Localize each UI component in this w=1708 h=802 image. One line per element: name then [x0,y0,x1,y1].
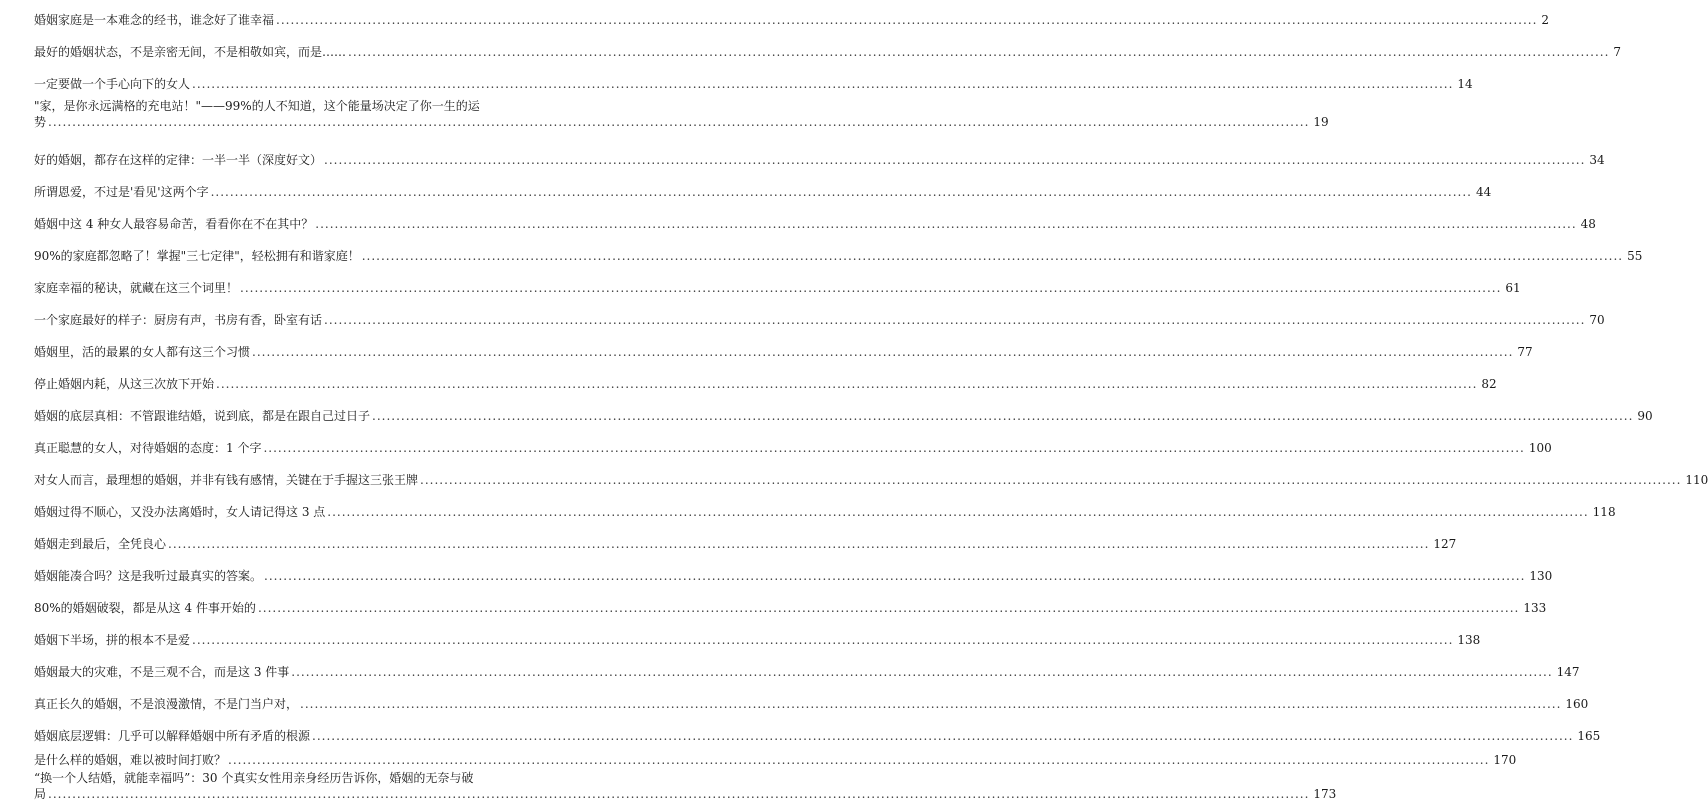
toc-entry-page-number: 165 [1577,729,1601,743]
dot-leader [420,472,1681,488]
toc-entry-page-number: 118 [1592,505,1616,519]
toc-entry-page-number: 70 [1589,313,1605,327]
toc-entry-line [34,536,1457,552]
toc-entry-title: 婚姻最大的灾难，不是三观不合，而是这 3 件事 [34,665,290,679]
dot-leader [264,568,1525,584]
toc-entry[interactable] [34,770,1337,802]
toc-entry-page-number: 48 [1580,217,1596,231]
toc-entry[interactable] [34,472,1708,488]
dot-leader [300,696,1561,712]
dot-leader [211,184,1472,200]
dot-leader [324,312,1585,328]
toc-entry-page-number: 173 [1313,787,1337,801]
toc-entry-title: 80%的婚姻破裂，都是从这 4 件事开始的 [34,601,256,615]
toc-entry-line [34,344,1533,360]
toc-entry-title: 是什么样的婚姻，难以被时间打败？ [34,753,227,767]
toc-entry-page-number: 19 [1313,115,1329,129]
toc-entry-title-line1: “换一个人结婚，就能幸福吗”：30 个真实女性用亲身经历告诉你，婚姻的无奈与破 [34,771,474,785]
dot-leader [327,504,1588,520]
toc-entry-page-number: 2 [1541,13,1550,27]
toc-entry[interactable] [34,248,1643,264]
dot-leader [324,152,1585,168]
toc-entry-page-number: 133 [1523,601,1547,615]
toc-entry-line [34,76,1473,92]
toc-entry-page-number: 130 [1529,569,1553,583]
toc-entry-title: 最好的婚姻状态，不是亲密无间，不是相敬如宾，而是…… [34,45,347,59]
toc-entry-page-number: 170 [1493,753,1517,767]
toc-entry-title: 势 [34,115,47,129]
toc-entry-title: 婚姻中这 4 种女人最容易命苦，看看你在不在其中？ [34,217,314,231]
toc-entry-page-number: 138 [1457,633,1481,647]
toc-entry-line [34,408,1653,424]
toc-entry-title: 婚姻里，活的最累的女人都有这三个习惯 [34,345,251,359]
toc-entry-page-number: 127 [1433,537,1457,551]
dot-leader [362,248,1623,264]
toc-entry-line [34,632,1481,648]
toc-entry-title: 一个家庭最好的样子：厨房有声，书房有香，卧室有话 [34,313,323,327]
toc-entry[interactable] [34,408,1653,424]
dot-leader [240,280,1501,296]
toc-entry-title: 90%的家庭都忽略了！掌握"三七定律"，轻松拥有和谐家庭！ [34,249,360,263]
toc-entry[interactable] [34,440,1552,456]
toc-entry[interactable] [34,216,1596,232]
toc-entry-line [34,504,1616,520]
toc-entry-page-number: 160 [1565,697,1589,711]
toc-entry[interactable] [34,504,1616,520]
toc-entry-page-number: 44 [1476,185,1492,199]
dot-leader [192,632,1453,648]
toc-entry-title: 停止婚姻内耗，从这三次放下开始 [34,377,215,391]
dot-leader [192,76,1453,92]
toc-entry[interactable] [34,76,1473,92]
toc-entry-title: 所谓恩爱，不过是'看见'这两个字 [34,185,209,199]
toc-entry[interactable] [34,568,1553,584]
dot-leader [48,786,1309,802]
toc-entry-page-number: 100 [1528,441,1552,455]
toc-entry[interactable] [34,728,1601,744]
toc-entry-title: 婚姻家庭是一本难念的经书，谁念好了谁幸福 [34,13,275,27]
dot-leader [168,536,1429,552]
toc-entry-page-number: 61 [1505,281,1521,295]
toc-entry-title: 对女人而言，最理想的婚姻，并非有钱有感情，关键在于手握这三张王牌 [34,473,419,487]
toc-entry-title: 好的婚姻，都存在这样的定律：一半一半（深度好文） [34,153,323,167]
dot-leader [348,44,1609,60]
toc-entry-title-line1: "家，是你永远满格的充电站！"——99%的人不知道，这个能量场决定了你一生的运 [34,99,480,113]
toc-entry-line [34,600,1547,616]
toc-entry-line [34,114,1329,130]
dot-leader [276,12,1537,28]
dot-leader [216,376,1477,392]
toc-entry[interactable] [34,752,1517,768]
dot-leader [228,752,1489,768]
toc-entry-title: 真正聪慧的女人，对待婚姻的态度：1 个字 [34,441,262,455]
toc-entry-title: 婚姻底层逻辑：几乎可以解释婚姻中所有矛盾的根源 [34,729,311,743]
toc-entry-title: 一定要做一个手心向下的女人 [34,77,191,91]
toc-entry-line [34,752,1517,768]
toc-entry-title: 真正长久的婚姻，不是浪漫激情，不是门当户对， [34,697,299,711]
toc-entry[interactable] [34,664,1580,680]
toc-entry-page-number: 55 [1627,249,1643,263]
toc-entry-line [34,786,1337,802]
dot-leader [372,408,1633,424]
toc-entry[interactable] [34,280,1521,296]
toc-entry[interactable] [34,152,1605,168]
toc-entry-title: 婚姻的底层真相：不管跟谁结婚，说到底，都是在跟自己过日子 [34,409,371,423]
toc-entry-line [34,280,1521,296]
toc-entry-line [34,184,1492,200]
toc-entry[interactable] [34,312,1605,328]
toc-entry-line [34,312,1605,328]
toc-entry-line [34,696,1589,712]
toc-entry-line [34,12,1550,28]
toc-entry-title: 婚姻过得不顺心，又没办法离婚时，女人请记得这 3 点 [34,505,326,519]
toc-entry-page-number: 14 [1457,77,1473,91]
toc-entry-line [34,216,1596,232]
toc-entry-title: 婚姻能凑合吗？这是我听过最真实的答案。 [34,569,263,583]
toc-entry-line [34,248,1643,264]
toc-entry-page-number: 147 [1556,665,1580,679]
toc-entry-line [34,472,1708,488]
toc-entry-title: 局 [34,787,47,801]
dot-leader [312,728,1573,744]
toc-entry-line [34,376,1497,392]
toc-entry-page-number: 82 [1481,377,1497,391]
toc-entry[interactable] [34,536,1457,552]
dot-leader [252,344,1513,360]
toc-entry[interactable] [34,600,1547,616]
toc-entry-title: 家庭幸福的秘诀，就藏在这三个词里！ [34,281,239,295]
dot-leader [48,114,1309,130]
toc-entry-page-number: 77 [1517,345,1533,359]
dot-leader [315,216,1576,232]
toc-entry-line [34,664,1580,680]
toc-entry-page-number: 110 [1685,473,1708,487]
toc-entry-page-number: 90 [1637,409,1653,423]
toc-entry-line [34,152,1605,168]
toc-entry-page-number: 7 [1613,45,1622,59]
toc-entry-page-number: 34 [1589,153,1605,167]
toc-entry[interactable] [34,98,1329,130]
toc-entry[interactable] [34,44,1622,60]
toc-entry[interactable] [34,376,1497,392]
dot-leader [258,600,1519,616]
toc-entry-line [34,568,1553,584]
toc-entry[interactable] [34,632,1481,648]
toc-entry-title: 婚姻下半场，拼的根本不是爱 [34,633,191,647]
dot-leader [263,440,1524,456]
toc-entry-line [34,440,1552,456]
dot-leader [291,664,1552,680]
toc-entry[interactable] [34,12,1550,28]
toc-entry[interactable] [34,344,1533,360]
toc-entry[interactable] [34,184,1492,200]
toc-entry[interactable] [34,696,1589,712]
toc-entry-line [34,44,1622,60]
toc-entry-line [34,728,1601,744]
toc-entry-title: 婚姻走到最后，全凭良心 [34,537,167,551]
